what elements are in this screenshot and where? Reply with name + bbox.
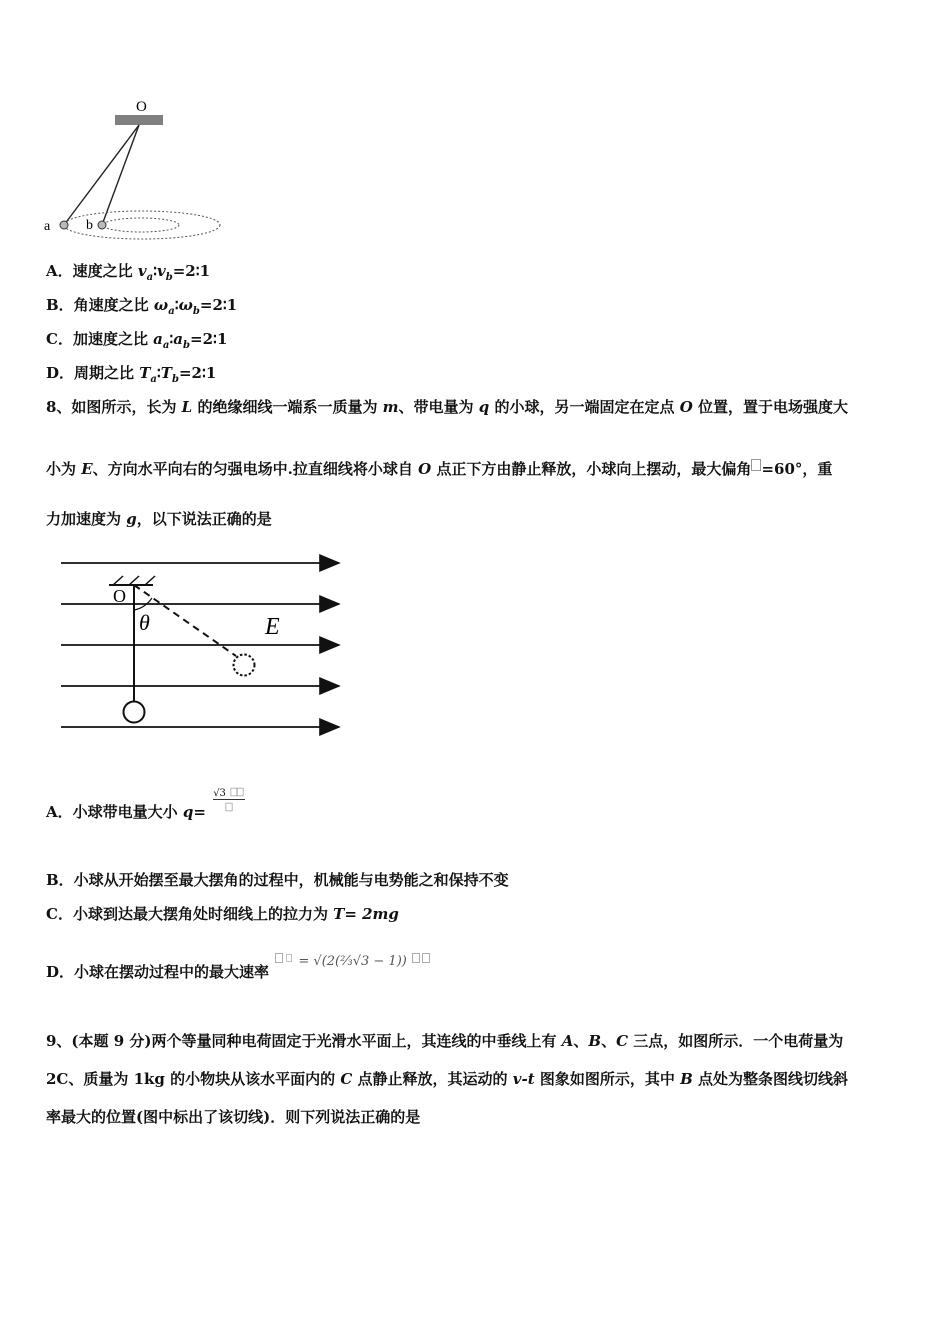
q8-option-b: B．小球从开始摆至最大摆角的过程中，机械能与电势能之和保持不变: [46, 871, 509, 889]
q8-stem-line2: 小为 E、方向水平向右的匀强电场中.拉直细线将小球自 O 点正下方由静止释放，小球向上摆动，最大偏角 =60°，重: [46, 460, 833, 478]
q8-option-a: A．小球带电量大小 q= √3: [46, 802, 247, 822]
string-b: [102, 125, 139, 225]
max-speed-formula: = √(2(²⁄₃√3 − 1)): [274, 952, 431, 972]
ball-max-angle: [234, 655, 255, 676]
ball-initial: [124, 702, 145, 723]
pivot-o-label: O: [113, 586, 126, 606]
q7-option-c: C．加速度之比 $a_a∶a_b=2∶1$: [46, 330, 228, 351]
q8-option-c: C．小球到达最大摆角处时细线上的拉力为 T= 2mg: [46, 905, 399, 923]
fraction: √3: [211, 802, 247, 822]
orbit-b: [103, 218, 179, 232]
electric-field-pendulum-figure: [55, 552, 355, 742]
q7-option-d: D．周期之比 $T_a∶T_b=2∶1$: [46, 364, 217, 385]
string-a: [64, 125, 139, 225]
conical-pendulum-figure: [38, 92, 228, 247]
q7-option-b: B．角速度之比 $\omega_a∶\omega_b=2∶1$: [46, 296, 238, 317]
q9-stem-line2: 2C、质量为 1kg 的小物块从该水平面内的 C 点静止释放，其运动的 v-t 图象如图所示，其中 B 点处为整条图线切线斜: [46, 1070, 849, 1088]
theta-label: θ: [139, 610, 150, 635]
ball-a-label: a: [44, 219, 51, 234]
q9-stem-line3: 率最大的位置(图中标出了该切线)．则下列说法正确的是: [46, 1108, 421, 1126]
q9-stem-line1: 9、(本题 9 分)两个等量同种电荷固定于光滑水平面上，其连线的中垂线上有 A、B、C 三点，如图所示．一个电荷量为: [46, 1032, 844, 1050]
ball-b-label: b: [86, 218, 93, 233]
q8-stem-line3: 力加速度为 g，以下说法正确的是: [46, 510, 272, 528]
field-e-label: E: [265, 614, 280, 640]
q7-option-a: A．速度之比 $v_a∶v_b=2∶1$: [46, 262, 211, 283]
ball-b: [98, 221, 106, 229]
missing-theta-glyph: [751, 459, 761, 471]
pivot-o-label: O: [136, 99, 147, 115]
ceiling-plate: [115, 115, 163, 125]
q8-option-d: D．小球在摆动过程中的最大速率 = √(2(²⁄₃√3 − 1)): [46, 962, 431, 984]
q8-stem-line1: 8、如图所示，长为 L 的绝缘细线一端系一质量为 m、带电量为 q 的小球，另一端固定在定点 O 位置，置于电场强度大: [46, 398, 849, 416]
ball-a: [60, 221, 68, 229]
